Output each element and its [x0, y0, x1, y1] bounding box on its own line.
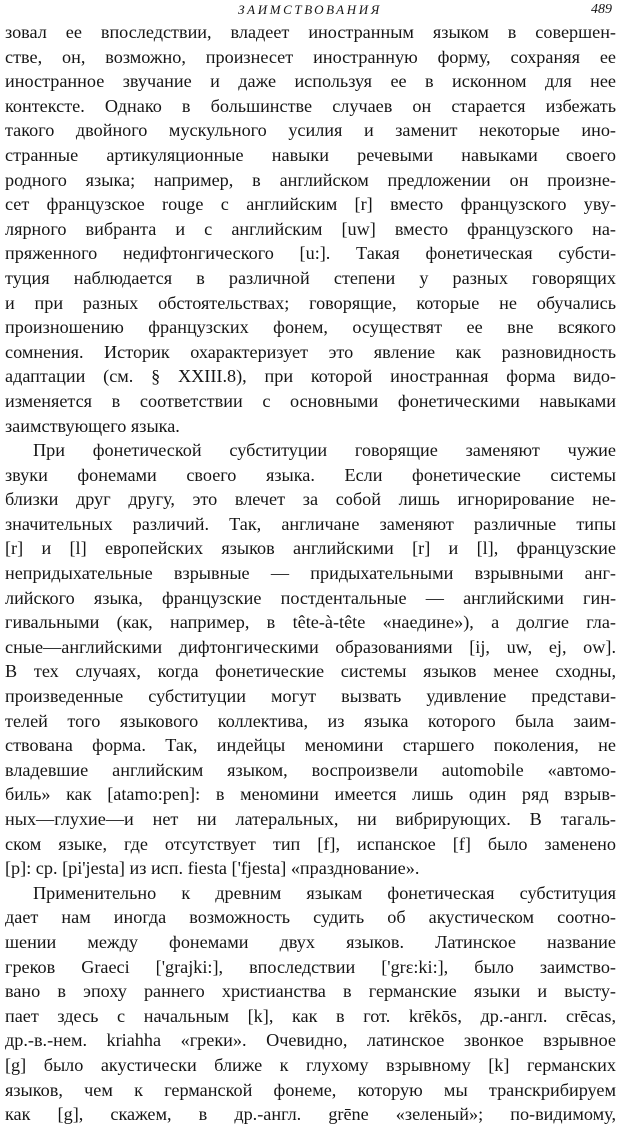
- text-line: ных—глухие—и нет ни латеральных, ни вибрирующих. В тагаль-: [5, 809, 616, 829]
- text-line: изменяется в соответствии с основными фонетическими навыками: [5, 390, 616, 411]
- text-line: шении между фонемами двух языков. Латинское название: [5, 931, 616, 952]
- text-line: иностранное звучание и даже используя ее в исконном для нее: [5, 71, 616, 92]
- text-line: В тех случаях, когда фонетические системы языков менее сходны,: [5, 661, 616, 682]
- text-line: гивальными (как, например, в tête-à-tête «наедине»), а долгие гла-: [5, 612, 616, 633]
- page-number: 489: [591, 2, 612, 17]
- text-line: близки друг другу, это влечет за собой лишь игнорирование не-: [5, 489, 616, 510]
- text-line: звуки фонемами своего языка. Если фонетические системы: [5, 464, 616, 485]
- text-line: владевшие английским языком, воспроизвели automobile «автомо-: [5, 759, 616, 780]
- text-line: др.-в.-нем. kriahha «греки». Очевидно, латинское звонкое взрывное: [5, 1030, 616, 1051]
- text-line: как [g], скажем, в др.-англ. grēne «зеленый»; по-видимому,: [5, 1104, 616, 1125]
- running-head: ЗАИМСТВОВАНИЯ: [238, 2, 382, 17]
- text-line: греков Graeci ['grajki:], впоследствии ['grɛ:ki:], было заимство-: [5, 956, 616, 977]
- text-line: непридыхательные взрывные — придыхательными взрывными анг-: [5, 563, 616, 584]
- text-line: При фонетической субституции говорящие заменяют чужие: [33, 440, 616, 461]
- text-line: дает нам иногда возможность судить об акустическом соотно-: [5, 907, 616, 928]
- text-line: родного языка; например, в английском предложении он произне-: [5, 169, 616, 190]
- text-line: ствована форма. Так, индейцы меномини старшего поколения, не: [5, 735, 616, 756]
- text-line: вано в эпоху раннего христианства в германские языки и высту-: [5, 981, 616, 1002]
- text-line: контексте. Однако в большинстве случаев он старается избежать: [5, 95, 616, 116]
- text-line: лярного вибранта и с английским [uw] вместо французского на-: [5, 218, 616, 239]
- text-line: телей того языкового коллектива, из языка которого была заим-: [5, 710, 616, 731]
- text-line: такого двойного мускульного усилия и заменит некоторые ино-: [5, 120, 616, 141]
- text-line: языков, чем к германской фонеме, которую мы транскрибируем: [5, 1079, 616, 1100]
- text-line: произношению французских фонем, осуществят ее вне всякого: [5, 317, 616, 338]
- text-line: сомнения. Историк охарактеризует это явление как разновидность: [5, 341, 616, 362]
- text-line: [r] и [l] европейских языков английскими [r] и [l], французские: [5, 538, 616, 559]
- text-line: сет французское rouge с английским [r] вместо французского уву-: [5, 194, 616, 215]
- text-line: значительных различий. Так, англичане заменяют различные типы: [5, 513, 616, 534]
- text-line: [g] было акустически ближе к глухому взрывному [k] германских: [5, 1054, 616, 1075]
- text-line: Применительно к древним языкам фонетическая субституция: [33, 882, 616, 903]
- text-line: произведенные субституции могут вызвать удивление представи-: [5, 686, 616, 707]
- text-line: ском языке, где отсутствует тип [f], испанское [f] было заменено: [5, 833, 616, 854]
- text-line: лийского языка, французские постдентальные — английскими гин-: [5, 587, 616, 608]
- text-line: зовал ее впоследствии, владеет иностранным языком в совершен-: [5, 22, 616, 42]
- text-line: биль» как [atamo:pen]: в меномини имеется лишь один ряд взрыв-: [5, 784, 616, 805]
- text-line: сные—английскими дифтонгическими образованиями [ij, uw, ej, ow].: [5, 636, 616, 657]
- text-line: адаптации (см. § XXIII.8), при которой иностранная форма видо-: [5, 366, 616, 387]
- text-line: [p]: ср. [pi'jesta] из исп. fiesta ['fjesta] «празднование».: [5, 858, 420, 879]
- text-line: и при разных обстоятельствах; говорящие, которые не обучались: [5, 292, 616, 313]
- text-line: заимствующего языка.: [5, 415, 180, 436]
- text-line: пряженного недифтонгического [u:]. Такая фонетическая субсти-: [5, 243, 616, 264]
- body-text: [5, 20, 616, 1127]
- text-line: странные артикуляционные навыки речевыми навыками своего: [5, 144, 616, 165]
- page-header: [0, 2, 620, 20]
- text-line: стве, он, возможно, произнесет иностранную форму, сохраняя ее: [5, 46, 616, 67]
- text-line: туция наблюдается в различной степени у разных говорящих: [5, 267, 616, 288]
- text-line: пает здесь с начальным [k], как в гот. krēkōs, др.-англ. crēcas,: [5, 1005, 616, 1026]
